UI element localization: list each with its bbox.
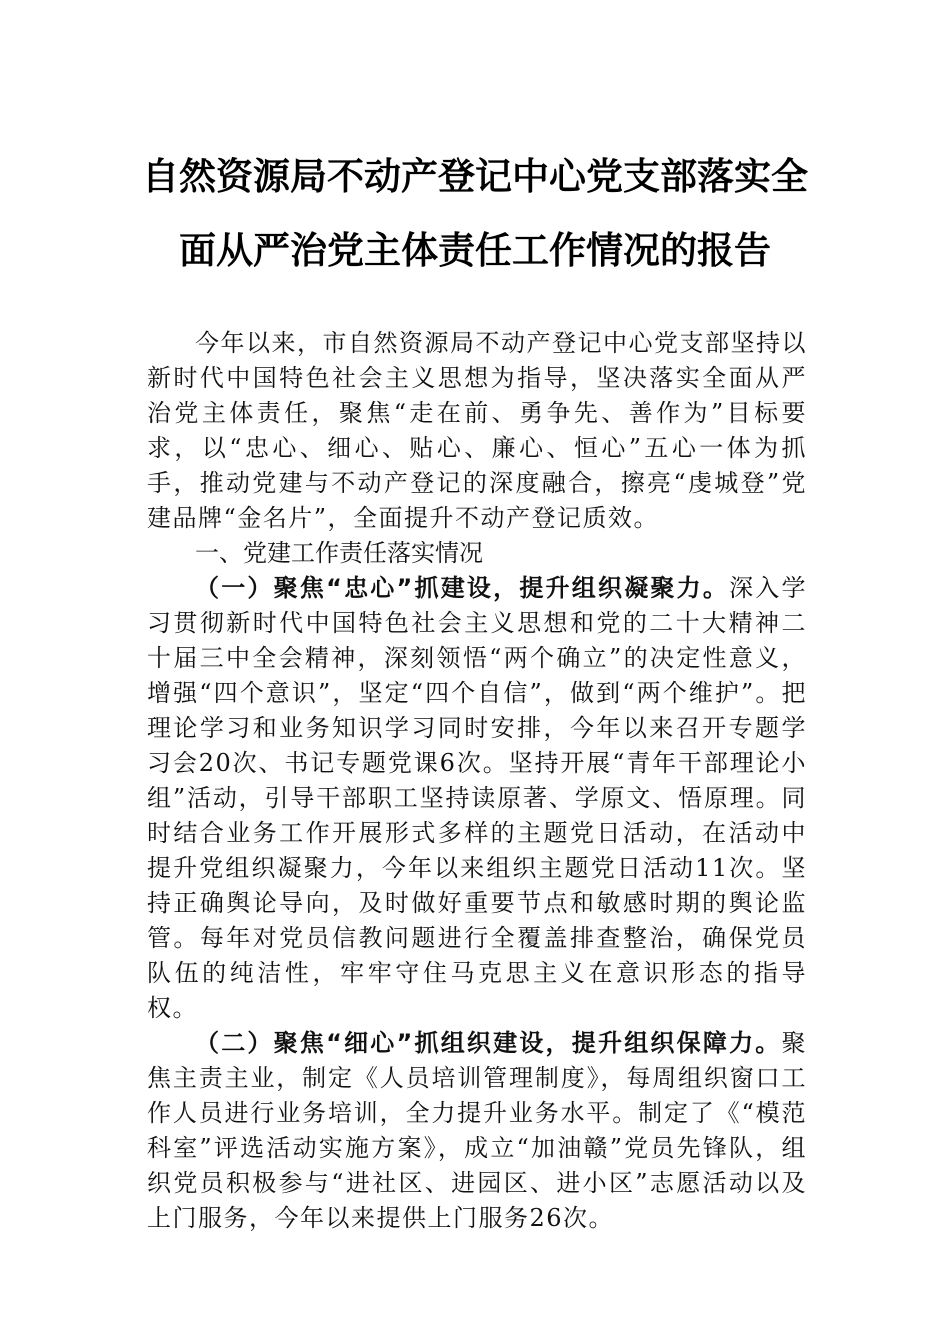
subsection-lead-1: （一）聚焦“忠心”抓建设，提升组织凝聚力。 (195, 574, 730, 602)
title-line-1: 自然资源局不动产登记中心党支部落实全 (142, 155, 808, 198)
document-body (147, 326, 807, 1236)
intro-paragraph: 今年以来，市自然资源局不动产登记中心党支部坚持以新时代中国特色社会主义思想为指导，坚决落实全面从严治党主体责任，聚焦“走在前、勇争先、善作为”目标要求，以“忠心、细心、贴心、廉心、恒心”五心一体为抓手，推动党建与不动产登记的深度融合，擦亮“虔城登”党建品牌“金名片”，全面提升不动产登记质效。 (147, 329, 807, 532)
subsection-lead-2: （二）聚焦“细心”抓组织建设，提升组织保障力。 (195, 1029, 782, 1057)
subsection-paragraph-1 (147, 571, 807, 1026)
subsection-paragraph-2 (147, 1026, 807, 1236)
section-heading-1: 一、党建工作责任落实情况 (195, 539, 483, 567)
document-title (120, 155, 830, 272)
subsection-body-2: 聚焦主责主业，制定《人员培训管理制度》，每周组织窗口工作人员进行业务培训，全力提升业务水平。制定了《“模范科室”评选活动实施方案》，成立“加油赣”党员先锋队，组织党员积极参与“进社区、进园区、进小区”志愿活动以及上门服务，今年以来提供上门服务26次。 (147, 1029, 807, 1232)
subsection-body-1: 深入学习贯彻新时代中国特色社会主义思想和党的二十大精神二十届三中全会精神，深刻领悟“两个确立”的决定性意义，增强“四个意识”，坚定“四个自信”，做到“两个维护”。把理论学习和业务知识学习同时安排，今年以来召开专题学习会20次、书记专题党课6次。坚持开展“青年干部理论小组”活动，引导干部职工坚持读原著、学原文、悟原理。同时结合业务工作开展形式多样的主题党日活动，在活动中提升党组织凝聚力，今年以来组织主题党日活动11次。坚持正确舆论导向，及时做好重要节点和敏感时期的舆论监管。每年对党员信教问题进行全覆盖排查整治，确保党员队伍的纯洁性，牢牢守住马克思主义在意识形态的指导权。 (147, 574, 808, 1022)
title-line-2: 面从严治党主体责任工作情况的报告 (179, 229, 771, 272)
